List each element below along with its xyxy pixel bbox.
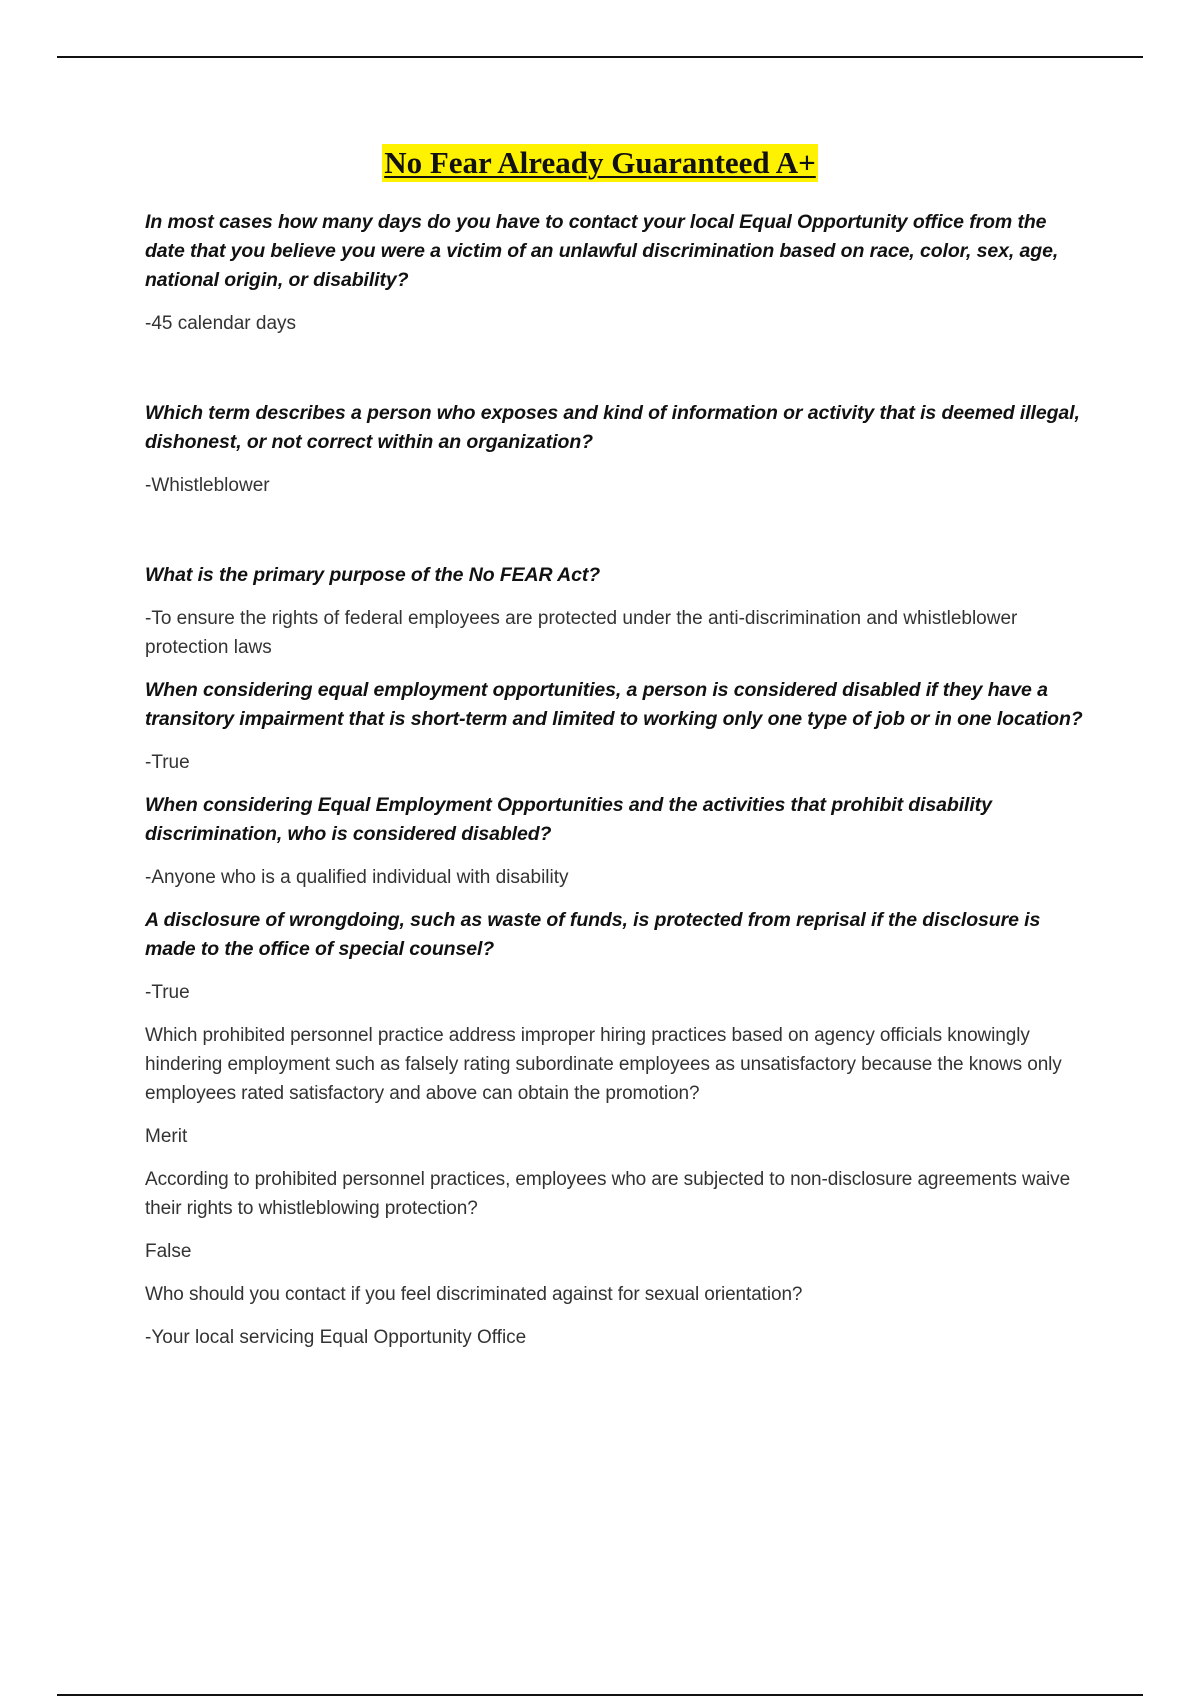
footer-rule [57, 1694, 1143, 1696]
answer-text: -45 calendar days [145, 313, 297, 334]
qa-item [145, 1280, 1091, 1352]
qa-item [145, 208, 1091, 338]
spacer [145, 352, 1091, 399]
question-text: According to prohibited personnel practices, employees who are subjected to non-disclosure agreements waive their rights to whistleblowing protection? [145, 1169, 1071, 1219]
question-text: When considering Equal Employment Opportunities and the activities that prohibit disability discrimination, who is considered disabled? [145, 794, 992, 845]
qa-item [145, 399, 1091, 500]
qa-item [145, 1165, 1091, 1266]
answer-text: -To ensure the rights of federal employees are protected under the anti-discrimination and whistleblower protection laws [145, 608, 1018, 658]
answer-text: -Whistleblower [145, 475, 270, 496]
qa-list [145, 208, 1091, 1366]
answer-text: -True [145, 752, 190, 773]
question-text: In most cases how many days do you have to contact your local Equal Opportunity office from the date that you believe you were a victim of an unlawful discrimination based on race, color, sex, age, national origin, or disability? [145, 211, 1059, 291]
answer-text: -True [145, 982, 190, 1003]
question-text: When considering equal employment opportunities, a person is considered disabled if they have a transitory impairment that is short-term and limited to working only one type of job or in one location? [145, 679, 1083, 730]
qa-item [145, 676, 1091, 777]
qa-item [145, 906, 1091, 1007]
document-title: No Fear Already Guaranteed A+ [384, 145, 816, 180]
answer-text: False [145, 1241, 192, 1262]
answer-text: -Your local servicing Equal Opportunity Office [145, 1327, 527, 1348]
qa-item [145, 791, 1091, 892]
qa-item [145, 561, 1091, 662]
question-text: Which prohibited personnel practice address improper hiring practices based on agency officials knowingly hindering employment such as falsely rating subordinate employees as unsatisfactory because the knows only employees rated satisfactory and above can obtain the promotion? [145, 1025, 1062, 1104]
spacer [145, 514, 1091, 561]
header-rule [57, 56, 1143, 58]
qa-item [145, 1021, 1091, 1151]
question-text: A disclosure of wrongdoing, such as waste of funds, is protected from reprisal if the disclosure is made to the office of special counsel? [145, 909, 1041, 960]
title-block [0, 144, 1200, 182]
answer-text: Merit [145, 1126, 188, 1147]
question-text: What is the primary purpose of the No FEAR Act? [145, 564, 601, 586]
question-text: Who should you contact if you feel discriminated against for sexual orientation? [145, 1284, 803, 1305]
question-text: Which term describes a person who exposes and kind of information or activity that is deemed illegal, dishonest, or not correct within an organization? [145, 402, 1080, 453]
answer-text: -Anyone who is a qualified individual with disability [145, 867, 569, 888]
